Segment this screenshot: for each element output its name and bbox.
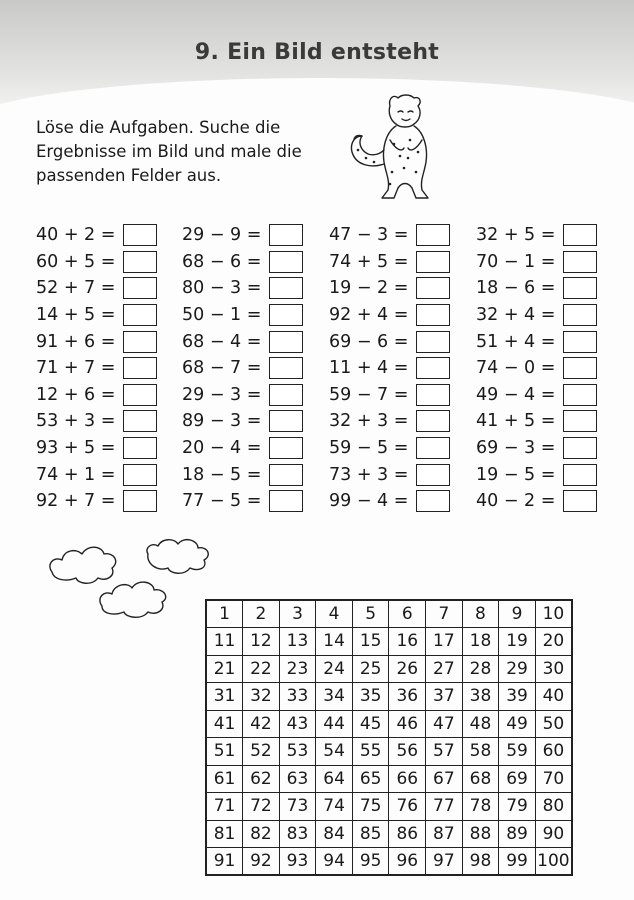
grid-cell[interactable]: 13 xyxy=(279,628,316,656)
grid-cell[interactable]: 21 xyxy=(206,655,243,683)
grid-cell[interactable]: 22 xyxy=(243,655,280,683)
grid-row xyxy=(206,820,572,848)
exercise-row xyxy=(476,249,597,276)
exercise-text: 73 + 3 = xyxy=(329,464,409,485)
grid-cell[interactable]: 56 xyxy=(389,738,426,766)
exercise-column-4 xyxy=(476,222,597,515)
grid-cell[interactable]: 49 xyxy=(499,710,536,738)
grid-cell[interactable]: 31 xyxy=(206,683,243,711)
exercise-text: 52 + 7 = xyxy=(36,278,116,299)
exercise-text: 32 + 5 = xyxy=(476,225,556,246)
exercise-row xyxy=(182,328,303,355)
exercise-row xyxy=(36,488,157,515)
exercise-text: 68 − 7 = xyxy=(182,358,262,379)
grid-cell[interactable]: 55 xyxy=(352,738,389,766)
exercise-row xyxy=(476,408,597,435)
exercise-row xyxy=(36,408,157,435)
exercise-row xyxy=(36,302,157,329)
exercise-column-2 xyxy=(182,222,303,515)
answer-box[interactable] xyxy=(123,464,157,486)
grid-row xyxy=(206,848,572,876)
grid-cell[interactable]: 80 xyxy=(535,793,572,821)
grid-cell[interactable]: 73 xyxy=(279,793,316,821)
answer-box[interactable] xyxy=(269,410,303,432)
answer-box[interactable] xyxy=(123,384,157,406)
grid-cell[interactable]: 17 xyxy=(426,628,463,656)
hundred-grid xyxy=(205,599,573,876)
answer-box[interactable] xyxy=(563,490,597,512)
exercise-row xyxy=(476,461,597,488)
grid-cell[interactable]: 71 xyxy=(206,793,243,821)
grid-cell[interactable]: 23 xyxy=(279,655,316,683)
grid-cell[interactable]: 33 xyxy=(279,683,316,711)
grid-cell[interactable]: 11 xyxy=(206,628,243,656)
exercise-text: 77 − 5 = xyxy=(182,491,262,512)
exercise-row xyxy=(476,382,597,409)
grid-cell[interactable]: 63 xyxy=(279,765,316,793)
exercise-row xyxy=(36,249,157,276)
exercise-text: 49 − 4 = xyxy=(476,384,556,405)
exercise-text: 19 − 5 = xyxy=(476,464,556,485)
exercise-text: 53 + 3 = xyxy=(36,411,116,432)
grid-cell[interactable]: 97 xyxy=(426,848,463,876)
grid-cell[interactable]: 50 xyxy=(535,710,572,738)
grid-cell[interactable]: 2 xyxy=(243,600,280,628)
answer-box[interactable] xyxy=(563,304,597,326)
exercise-row xyxy=(329,408,450,435)
grid-cell[interactable]: 3 xyxy=(279,600,316,628)
grid-cell[interactable]: 28 xyxy=(462,655,499,683)
grid-row xyxy=(206,655,572,683)
answer-box[interactable] xyxy=(416,464,450,486)
grid-cell[interactable]: 47 xyxy=(426,710,463,738)
answer-box[interactable] xyxy=(123,437,157,459)
exercise-row xyxy=(182,408,303,435)
grid-row xyxy=(206,683,572,711)
grid-cell[interactable]: 29 xyxy=(499,655,536,683)
exercise-text: 14 + 5 = xyxy=(36,305,116,326)
grid-cell[interactable]: 68 xyxy=(462,765,499,793)
exercise-text: 60 + 5 = xyxy=(36,251,116,272)
exercise-row xyxy=(36,435,157,462)
grid-cell[interactable]: 6 xyxy=(389,600,426,628)
answer-box[interactable] xyxy=(123,251,157,273)
grid-cell[interactable]: 96 xyxy=(389,848,426,876)
exercise-text: 29 − 3 = xyxy=(182,384,262,405)
answer-box[interactable] xyxy=(269,224,303,246)
exercise-row xyxy=(182,435,303,462)
grid-cell[interactable]: 12 xyxy=(243,628,280,656)
exercise-column-3 xyxy=(329,222,450,515)
exercise-row xyxy=(329,275,450,302)
answer-box[interactable] xyxy=(269,304,303,326)
instructions xyxy=(36,116,336,188)
exercise-row xyxy=(476,355,597,382)
answer-box[interactable] xyxy=(269,251,303,273)
grid-cell[interactable]: 64 xyxy=(316,765,353,793)
exercise-row xyxy=(476,328,597,355)
grid-cell[interactable]: 25 xyxy=(352,655,389,683)
grid-cell[interactable]: 57 xyxy=(426,738,463,766)
answer-box[interactable] xyxy=(416,357,450,379)
grid-row xyxy=(206,710,572,738)
grid-cell[interactable]: 66 xyxy=(389,765,426,793)
exercise-text: 70 − 1 = xyxy=(476,251,556,272)
exercise-row xyxy=(329,302,450,329)
exercise-text: 40 + 2 = xyxy=(36,225,116,246)
exercise-row xyxy=(476,435,597,462)
grid-cell[interactable]: 91 xyxy=(206,848,243,876)
grid-cell[interactable]: 78 xyxy=(462,793,499,821)
exercise-text: 74 + 5 = xyxy=(329,251,409,272)
grid-cell[interactable]: 59 xyxy=(499,738,536,766)
grid-cell[interactable]: 41 xyxy=(206,710,243,738)
answer-box[interactable] xyxy=(563,251,597,273)
grid-cell[interactable]: 94 xyxy=(316,848,353,876)
grid-cell[interactable]: 83 xyxy=(279,820,316,848)
grid-cell[interactable]: 9 xyxy=(499,600,536,628)
grid-cell[interactable]: 60 xyxy=(535,738,572,766)
exercise-text: 69 − 6 = xyxy=(329,331,409,352)
exercise-text: 89 − 3 = xyxy=(182,411,262,432)
grid-cell[interactable]: 26 xyxy=(389,655,426,683)
grid-cell[interactable]: 72 xyxy=(243,793,280,821)
answer-box[interactable] xyxy=(563,224,597,246)
grid-row xyxy=(206,628,572,656)
exercise-row xyxy=(329,382,450,409)
grid-cell[interactable]: 87 xyxy=(426,820,463,848)
exercise-text: 51 + 4 = xyxy=(476,331,556,352)
exercise-text: 29 − 9 = xyxy=(182,225,262,246)
grid-cell[interactable]: 90 xyxy=(535,820,572,848)
grid-row xyxy=(206,793,572,821)
grid-cell[interactable]: 42 xyxy=(243,710,280,738)
answer-box[interactable] xyxy=(269,490,303,512)
grid-cell[interactable]: 43 xyxy=(279,710,316,738)
grid-cell[interactable]: 5 xyxy=(352,600,389,628)
grid-cell[interactable]: 70 xyxy=(535,765,572,793)
grid-cell[interactable]: 10 xyxy=(535,600,572,628)
grid-row xyxy=(206,765,572,793)
exercise-text: 40 − 2 = xyxy=(476,491,556,512)
exercise-text: 32 + 4 = xyxy=(476,305,556,326)
grid-cell[interactable]: 85 xyxy=(352,820,389,848)
answer-box[interactable] xyxy=(269,357,303,379)
answer-box[interactable] xyxy=(563,464,597,486)
answer-box[interactable] xyxy=(416,251,450,273)
exercise-text: 47 − 3 = xyxy=(329,225,409,246)
exercise-row xyxy=(182,382,303,409)
grid-cell[interactable]: 53 xyxy=(279,738,316,766)
grid-row xyxy=(206,600,572,628)
answer-box[interactable] xyxy=(269,384,303,406)
leopard-illustration xyxy=(338,92,438,207)
answer-box[interactable] xyxy=(269,437,303,459)
answer-box[interactable] xyxy=(123,410,157,432)
exercise-row xyxy=(182,275,303,302)
answer-box[interactable] xyxy=(123,331,157,353)
answer-box[interactable] xyxy=(563,410,597,432)
exercise-text: 32 + 3 = xyxy=(329,411,409,432)
exercise-text: 50 − 1 = xyxy=(182,305,262,326)
grid-cell[interactable]: 75 xyxy=(352,793,389,821)
grid-cell[interactable]: 4 xyxy=(316,600,353,628)
exercise-text: 59 − 7 = xyxy=(329,384,409,405)
exercise-row xyxy=(36,461,157,488)
grid-cell[interactable]: 30 xyxy=(535,655,572,683)
grid-cell[interactable]: 20 xyxy=(535,628,572,656)
exercise-text: 68 − 4 = xyxy=(182,331,262,352)
answer-box[interactable] xyxy=(123,304,157,326)
grid-cell[interactable]: 62 xyxy=(243,765,280,793)
answer-box[interactable] xyxy=(269,331,303,353)
grid-cell[interactable]: 58 xyxy=(462,738,499,766)
exercise-row xyxy=(182,222,303,249)
grid-cell[interactable]: 77 xyxy=(426,793,463,821)
answer-box[interactable] xyxy=(269,464,303,486)
exercise-row xyxy=(36,222,157,249)
grid-cell[interactable]: 35 xyxy=(352,683,389,711)
exercise-text: 92 + 7 = xyxy=(36,491,116,512)
exercise-row xyxy=(329,488,450,515)
exercise-text: 12 + 6 = xyxy=(36,384,116,405)
exercise-text: 18 − 5 = xyxy=(182,464,262,485)
exercise-row xyxy=(329,355,450,382)
exercise-row xyxy=(329,222,450,249)
answer-box[interactable] xyxy=(416,410,450,432)
grid-cell[interactable]: 99 xyxy=(499,848,536,876)
grid-cell[interactable]: 34 xyxy=(316,683,353,711)
exercise-row xyxy=(476,275,597,302)
grid-cell[interactable]: 46 xyxy=(389,710,426,738)
exercise-text: 71 + 7 = xyxy=(36,358,116,379)
grid-cell[interactable]: 65 xyxy=(352,765,389,793)
exercise-row xyxy=(36,328,157,355)
exercise-text: 18 − 6 = xyxy=(476,278,556,299)
grid-cell[interactable]: 8 xyxy=(462,600,499,628)
answer-box[interactable] xyxy=(563,277,597,299)
grid-cell[interactable]: 44 xyxy=(316,710,353,738)
answer-box[interactable] xyxy=(416,490,450,512)
grid-cell[interactable]: 40 xyxy=(535,683,572,711)
exercise-text: 93 + 5 = xyxy=(36,438,116,459)
grid-cell[interactable]: 36 xyxy=(389,683,426,711)
exercise-column-1 xyxy=(36,222,157,515)
grid-cell[interactable]: 39 xyxy=(499,683,536,711)
exercise-row xyxy=(476,302,597,329)
exercise-row xyxy=(329,328,450,355)
answer-box[interactable] xyxy=(416,384,450,406)
grid-cell[interactable]: 19 xyxy=(499,628,536,656)
exercise-text: 59 − 5 = xyxy=(329,438,409,459)
exercise-row xyxy=(36,382,157,409)
exercise-text: 91 + 6 = xyxy=(36,331,116,352)
answer-box[interactable] xyxy=(123,490,157,512)
exercise-text: 19 − 2 = xyxy=(329,278,409,299)
answer-box[interactable] xyxy=(416,277,450,299)
exercise-text: 80 − 3 = xyxy=(182,278,262,299)
answer-box[interactable] xyxy=(416,304,450,326)
grid-cell[interactable]: 52 xyxy=(243,738,280,766)
exercise-text: 92 + 4 = xyxy=(329,305,409,326)
grid-cell[interactable]: 24 xyxy=(316,655,353,683)
exercise-row xyxy=(36,355,157,382)
grid-cell[interactable]: 84 xyxy=(316,820,353,848)
exercise-row xyxy=(182,488,303,515)
grid-cell[interactable]: 51 xyxy=(206,738,243,766)
answer-box[interactable] xyxy=(563,384,597,406)
exercise-text: 74 − 0 = xyxy=(476,358,556,379)
grid-cell[interactable]: 69 xyxy=(499,765,536,793)
exercise-row xyxy=(182,461,303,488)
answer-box[interactable] xyxy=(416,437,450,459)
grid-cell[interactable]: 86 xyxy=(389,820,426,848)
exercise-text: 99 − 4 = xyxy=(329,491,409,512)
page-title: 9. Ein Bild entsteht xyxy=(194,40,440,65)
grid-cell[interactable]: 7 xyxy=(426,600,463,628)
grid-cell[interactable]: 14 xyxy=(316,628,353,656)
grid-cell[interactable]: 48 xyxy=(462,710,499,738)
grid-cell[interactable]: 32 xyxy=(243,683,280,711)
answer-box[interactable] xyxy=(123,224,157,246)
grid-cell[interactable]: 93 xyxy=(279,848,316,876)
grid-cell[interactable]: 76 xyxy=(389,793,426,821)
exercise-text: 74 + 1 = xyxy=(36,464,116,485)
answer-box[interactable] xyxy=(123,357,157,379)
grid-cell[interactable]: 81 xyxy=(206,820,243,848)
exercise-row xyxy=(36,275,157,302)
grid-cell[interactable]: 37 xyxy=(426,683,463,711)
grid-cell[interactable]: 27 xyxy=(426,655,463,683)
exercise-row xyxy=(329,461,450,488)
grid-cell[interactable]: 100 xyxy=(535,848,572,876)
exercise-row xyxy=(476,488,597,515)
grid-cell[interactable]: 98 xyxy=(462,848,499,876)
grid-cell[interactable]: 79 xyxy=(499,793,536,821)
exercise-row xyxy=(329,435,450,462)
grid-cell[interactable]: 89 xyxy=(499,820,536,848)
exercise-row xyxy=(329,249,450,276)
grid-cell[interactable]: 45 xyxy=(352,710,389,738)
exercise-row xyxy=(476,222,597,249)
exercise-row xyxy=(182,355,303,382)
instruction-line: Ergebnisse im Bild und male die xyxy=(36,142,302,161)
answer-box[interactable] xyxy=(416,331,450,353)
answer-box[interactable] xyxy=(563,331,597,353)
exercise-row xyxy=(182,249,303,276)
grid-cell[interactable]: 18 xyxy=(462,628,499,656)
instruction-line: Löse die Aufgaben. Suche die xyxy=(36,118,281,137)
grid-cell[interactable]: 38 xyxy=(462,683,499,711)
answer-box[interactable] xyxy=(563,357,597,379)
exercise-text: 41 + 5 = xyxy=(476,411,556,432)
exercise-text: 11 + 4 = xyxy=(329,358,409,379)
grid-cell[interactable]: 74 xyxy=(316,793,353,821)
grid-cell[interactable]: 16 xyxy=(389,628,426,656)
exercise-text: 69 − 3 = xyxy=(476,438,556,459)
grid-cell[interactable]: 82 xyxy=(243,820,280,848)
answer-box[interactable] xyxy=(269,277,303,299)
exercise-text: 68 − 6 = xyxy=(182,251,262,272)
instruction-line: passenden Felder aus. xyxy=(36,166,222,185)
exercise-row xyxy=(182,302,303,329)
answer-box[interactable] xyxy=(416,224,450,246)
grid-cell[interactable]: 92 xyxy=(243,848,280,876)
answer-box[interactable] xyxy=(123,277,157,299)
grid-cell[interactable]: 1 xyxy=(206,600,243,628)
grid-cell[interactable]: 61 xyxy=(206,765,243,793)
answer-box[interactable] xyxy=(563,437,597,459)
grid-cell[interactable]: 95 xyxy=(352,848,389,876)
grid-cell[interactable]: 67 xyxy=(426,765,463,793)
exercise-text: 20 − 4 = xyxy=(182,438,262,459)
grid-cell[interactable]: 54 xyxy=(316,738,353,766)
grid-cell[interactable]: 88 xyxy=(462,820,499,848)
grid-row xyxy=(206,738,572,766)
grid-cell[interactable]: 15 xyxy=(352,628,389,656)
